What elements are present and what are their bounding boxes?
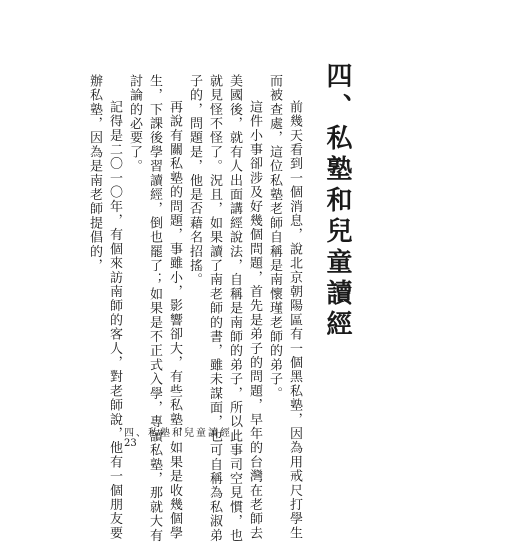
body-column: 美國後，就有人出面講經說法，自稱是南師的弟子，所以此事司空見慣，也 [227, 74, 242, 543]
running-footer-title: 四、私塾和兒童讀經 [124, 428, 232, 439]
chapter-title: 四、私塾和兒童讀經 [322, 62, 352, 341]
body-column: 生，下課後學習讀經，倒也罷了；如果是不正式入學，專讀私塾，那就大有 [147, 74, 162, 543]
body-column: 討論的必要了。 [127, 74, 142, 174]
body-column: 這件小事卻涉及好幾個問題，首先是弟子的問題，早年的台灣在老師去 [247, 100, 262, 541]
body-column: 記得是二〇一〇年，有個來訪南師的客人，對老師說，他有一個朋友要 [107, 100, 122, 541]
page-number: 23 [124, 438, 137, 449]
body-column: 就見怪不怪了。況且，如果讀了南老師的書，雖未謀面，也可自稱為私淑弟 [207, 74, 222, 543]
body-column: 前幾天看到一個消息，說北京朝陽區有一個黑私塾，因為用戒尺打學生 [287, 100, 302, 541]
body-column: 再說有關私塾的問題，事雖小，影響卻大，有些私塾，如果是收幾個學 [167, 100, 182, 541]
body-column: 辦私塾，因為是南老師提倡的， [87, 74, 102, 273]
body-column: 而被查處，這位私塾老師自稱是南懷瑾老師的弟子。 [267, 74, 282, 401]
body-column: 子的，問題是，他是否藉名招搖。 [187, 74, 202, 287]
